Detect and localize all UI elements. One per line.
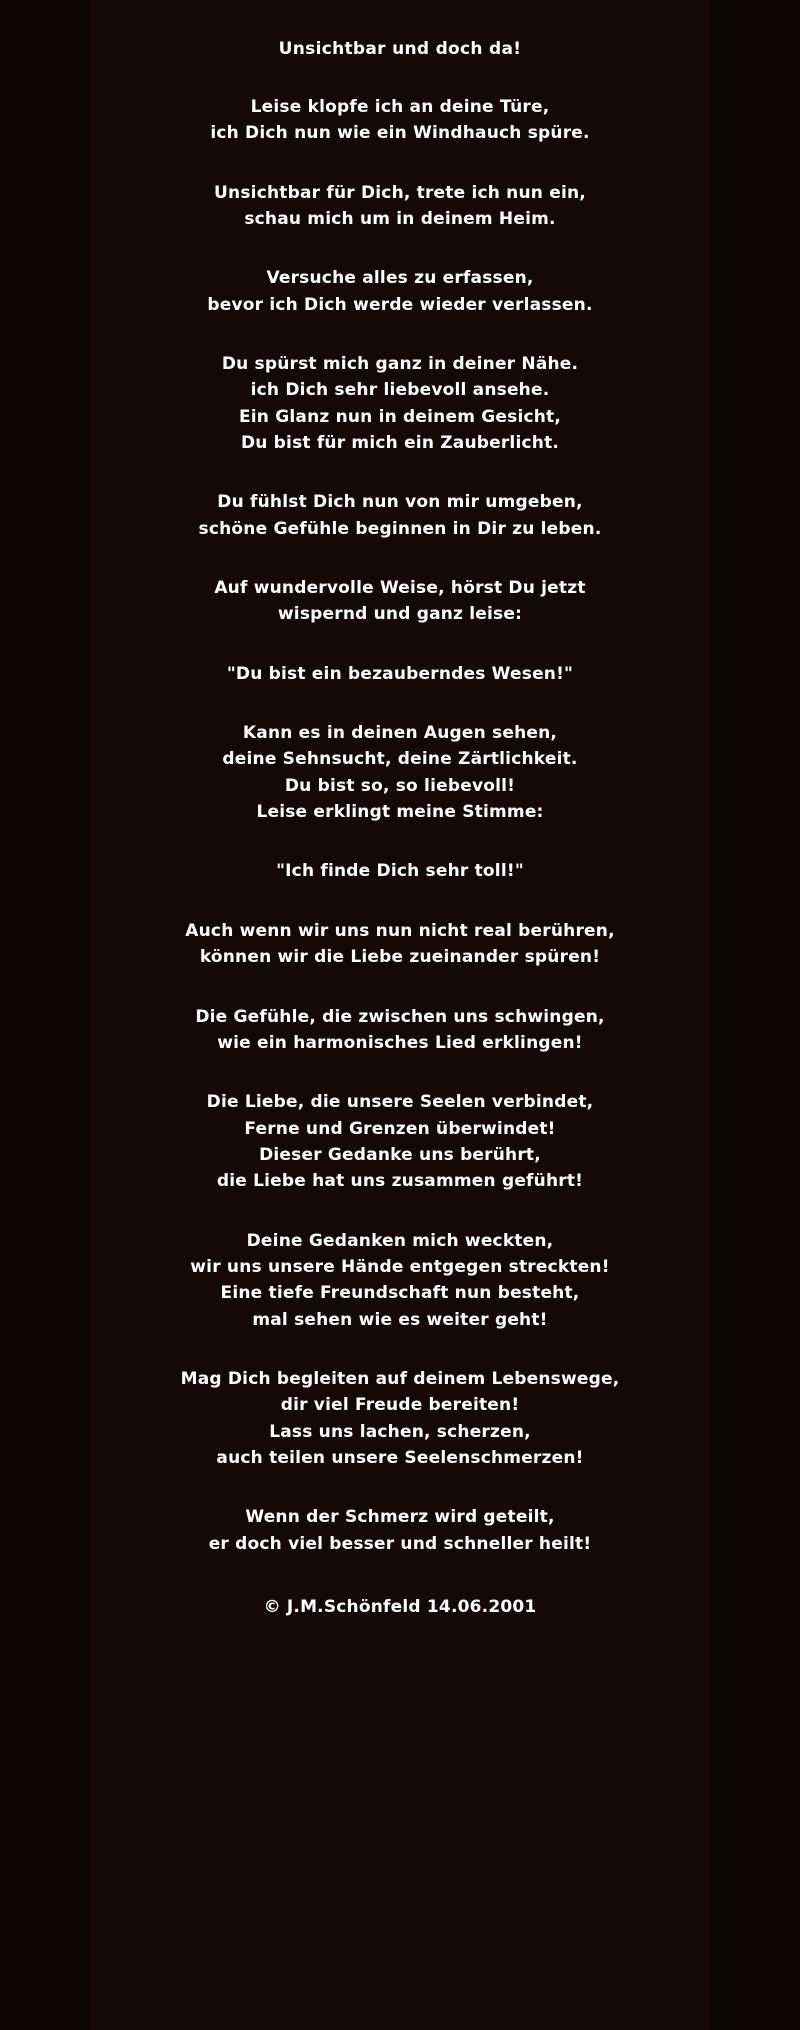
stanza-10 xyxy=(90,918,710,971)
poem-line: mal sehen wie es weiter geht! xyxy=(252,1309,548,1330)
stanza-14 xyxy=(90,1366,710,1471)
poem-line: "Du bist ein bezauberndes Wesen!" xyxy=(226,663,574,684)
poem-line: Ferne und Grenzen überwindet! xyxy=(244,1118,556,1139)
stanza-7 xyxy=(90,661,710,687)
poem-line: ich Dich nun wie ein Windhauch spüre. xyxy=(210,123,590,144)
poem-line: Lass uns lachen, scherzen, xyxy=(269,1421,531,1442)
poem-line: Deine Gedanken mich weckten, xyxy=(246,1230,554,1251)
poem-line: wir uns unsere Hände entgegen streckten! xyxy=(190,1256,610,1277)
poem-line: können wir die Liebe zueinander spüren! xyxy=(199,947,601,968)
poem-line: auch teilen unsere Seelenschmerzen! xyxy=(216,1447,584,1468)
stanza-6 xyxy=(90,575,710,628)
stanza-9 xyxy=(90,858,710,884)
poem-line: schau mich um in deinem Heim. xyxy=(244,208,556,229)
stanza-12 xyxy=(90,1089,710,1194)
poem-line: Auf wundervolle Weise, hörst Du jetzt xyxy=(214,578,586,599)
poem-line: dir viel Freude bereiten! xyxy=(280,1395,520,1416)
poem-line: Leise erklingt meine Stimme: xyxy=(256,802,544,823)
poem-line: schöne Gefühle beginnen in Dir zu leben. xyxy=(198,518,602,539)
poem-line: Du bist so, so liebevoll! xyxy=(284,775,516,796)
stanza-11 xyxy=(90,1004,710,1057)
stanza-1 xyxy=(90,94,710,147)
poem-line: Du bist für mich ein Zauberlicht. xyxy=(240,433,560,454)
poem-line: er doch viel besser und schneller heilt! xyxy=(208,1533,592,1554)
stanza-2 xyxy=(90,180,710,233)
poem-line: Eine tiefe Freundschaft nun besteht, xyxy=(220,1283,580,1304)
poem-line: Dieser Gedanke uns berührt, xyxy=(259,1144,541,1165)
copyright-signature: © J.M.Schönfeld 14.06.2001 xyxy=(263,1597,537,1617)
poem-line: Auch wenn wir uns nun nicht real berühren, xyxy=(185,920,615,941)
poem-line: Kann es in deinen Augen sehen, xyxy=(242,723,558,744)
poem-line: Die Gefühle, die zwischen uns schwingen, xyxy=(195,1006,605,1027)
poem-line: Du fühlst Dich nun von mir umgeben, xyxy=(217,492,583,513)
stanza-5 xyxy=(90,489,710,542)
stanza-13 xyxy=(90,1228,710,1333)
stanza-8 xyxy=(90,720,710,825)
stanza-3 xyxy=(90,265,710,318)
poem-line: "Ich finde Dich sehr toll!" xyxy=(276,861,524,882)
poem-line: Wenn der Schmerz wird geteilt, xyxy=(245,1507,555,1528)
stanza-15 xyxy=(90,1504,710,1557)
poem-line: bevor ich Dich werde wieder verlassen. xyxy=(207,294,593,315)
poem-line: wie ein harmonisches Lied erklingen! xyxy=(217,1032,583,1053)
poem-line: wispernd und ganz leise: xyxy=(277,604,523,625)
page-title: Unsichtbar und doch da! xyxy=(278,39,522,59)
poem-line: Du spürst mich ganz in deiner Nähe. xyxy=(221,354,579,374)
poem-line: Unsichtbar für Dich, trete ich nun ein, xyxy=(214,182,586,203)
poem-line: ich Dich sehr liebevoll ansehe. xyxy=(250,380,550,401)
poem-line: Versuche alles zu erfassen, xyxy=(266,268,534,289)
poem-line: die Liebe hat uns zusammen geführt! xyxy=(216,1171,584,1192)
poem-line: deine Sehnsucht, deine Zärtlichkeit. xyxy=(222,749,578,770)
poem-line: Mag Dich begleiten auf deinem Lebenswege, xyxy=(180,1368,620,1389)
poem-line: Die Liebe, die unsere Seelen verbindet, xyxy=(206,1092,594,1113)
poem-frame xyxy=(90,0,710,2030)
poem-line: Leise klopfe ich an deine Türe, xyxy=(250,96,550,117)
poem-line: Ein Glanz nun in deinem Gesicht, xyxy=(238,406,562,427)
stanza-4 xyxy=(90,351,710,456)
